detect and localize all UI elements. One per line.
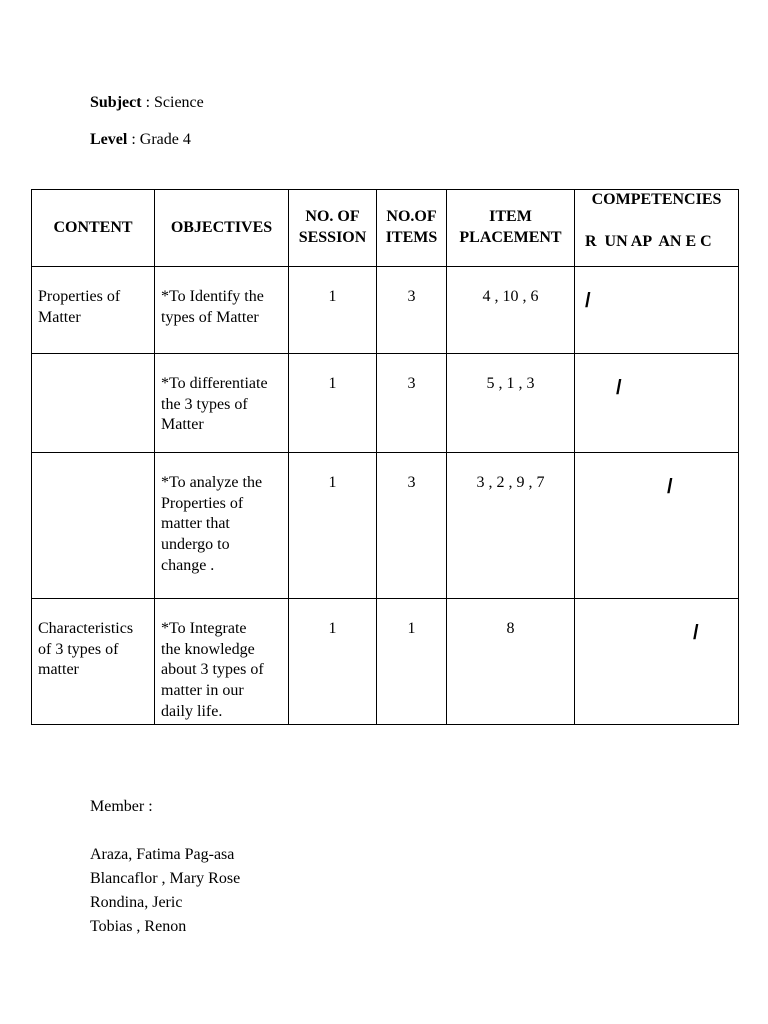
level-label: Level bbox=[90, 131, 128, 148]
placement-cell: 4 , 10 , 6 bbox=[447, 267, 575, 354]
placement-cell: 5 , 1 , 3 bbox=[447, 354, 575, 453]
table-of-specification bbox=[31, 189, 739, 725]
check-mark: / bbox=[667, 476, 673, 498]
items-cell: 1 bbox=[377, 599, 447, 725]
table-header-row bbox=[32, 190, 739, 267]
competencies-title: COMPETENCIES bbox=[591, 191, 722, 208]
members-label: Member : bbox=[90, 798, 153, 815]
header-objectives: OBJECTIVES bbox=[155, 190, 289, 267]
check-mark: / bbox=[616, 377, 622, 399]
content-cell: Properties of Matter bbox=[32, 267, 155, 354]
competency-cell bbox=[575, 354, 739, 453]
objective-cell: *To differentiate the 3 types of Matter bbox=[155, 354, 289, 453]
competency-cell bbox=[575, 453, 739, 599]
level-line bbox=[90, 130, 191, 150]
header-sessions: NO. OF SESSION bbox=[289, 190, 377, 267]
member-name: Tobias , Renon bbox=[90, 918, 187, 935]
level-value: : Grade 4 bbox=[127, 131, 191, 148]
header-content: CONTENT bbox=[32, 190, 155, 267]
items-cell: 3 bbox=[377, 354, 447, 453]
member-name: Araza, Fatima Pag-asa bbox=[90, 846, 235, 863]
subject-value: : Science bbox=[141, 94, 204, 111]
member-name: Rondina, Jeric bbox=[90, 894, 183, 911]
objective-cell: *To analyze the Properties of matter that undergo to change . bbox=[155, 453, 289, 599]
sessions-cell: 1 bbox=[289, 453, 377, 599]
placement-cell: 3 , 2 , 9 , 7 bbox=[447, 453, 575, 599]
competency-levels: R UN AP AN E C bbox=[585, 233, 712, 250]
table-row bbox=[32, 599, 739, 725]
competency-cell bbox=[575, 267, 739, 354]
check-mark: / bbox=[585, 290, 591, 312]
table-row bbox=[32, 354, 739, 453]
member-name: Blancaflor , Mary Rose bbox=[90, 870, 241, 887]
header-competencies bbox=[575, 190, 739, 267]
items-cell: 3 bbox=[377, 453, 447, 599]
table-row bbox=[32, 267, 739, 354]
objective-cell: *To Integrate the knowledge about 3 types of matter in our daily life. bbox=[155, 599, 289, 725]
placement-cell: 8 bbox=[447, 599, 575, 725]
header-placement: ITEM PLACEMENT bbox=[447, 190, 575, 267]
content-cell: Characteristics of 3 types of matter bbox=[32, 599, 155, 725]
objective-cell: *To Identify the types of Matter bbox=[155, 267, 289, 354]
check-mark: / bbox=[693, 622, 699, 644]
members-section bbox=[90, 795, 240, 939]
sessions-cell: 1 bbox=[289, 599, 377, 725]
items-cell: 3 bbox=[377, 267, 447, 354]
content-cell bbox=[32, 354, 155, 453]
sessions-cell: 1 bbox=[289, 354, 377, 453]
table-row bbox=[32, 453, 739, 599]
sessions-cell: 1 bbox=[289, 267, 377, 354]
subject-line bbox=[90, 93, 204, 113]
header-items: NO.OF ITEMS bbox=[377, 190, 447, 267]
competency-cell bbox=[575, 599, 739, 725]
subject-label: Subject bbox=[90, 94, 142, 111]
content-cell bbox=[32, 453, 155, 599]
